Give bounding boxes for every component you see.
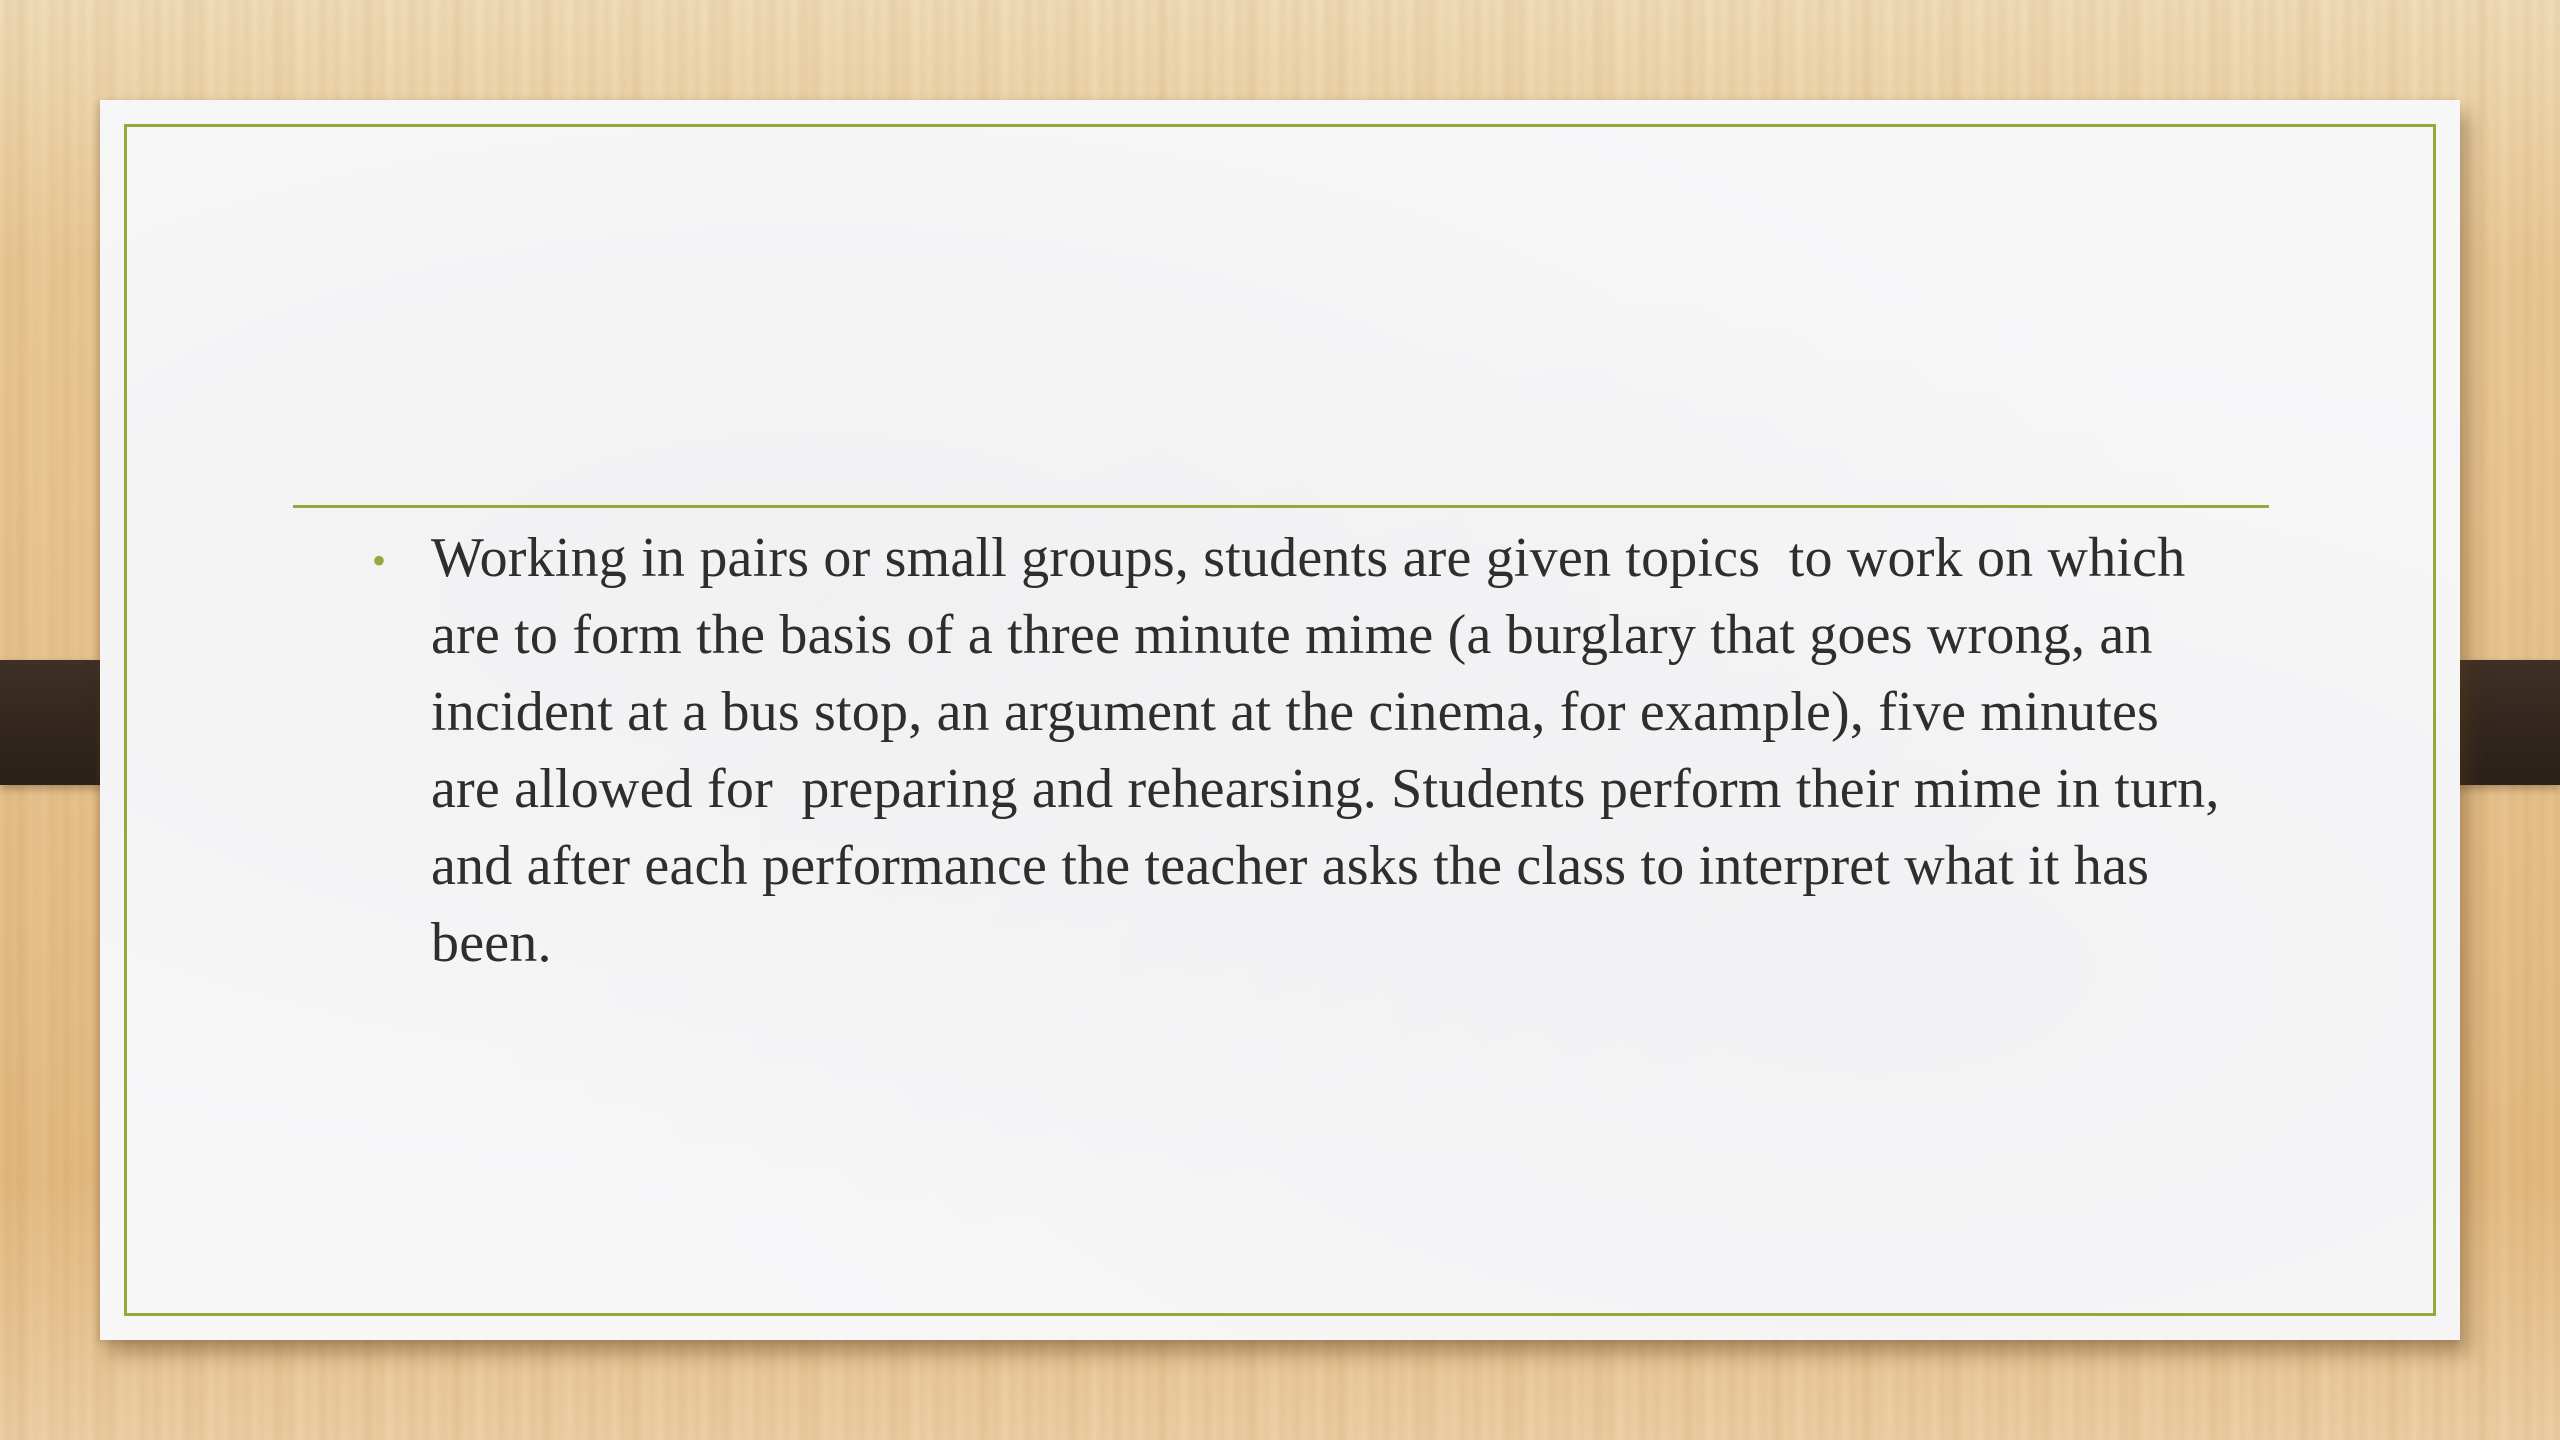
title-divider-line: [293, 505, 2269, 508]
slide-paper: [100, 100, 2460, 1340]
bullet-list: [365, 520, 2234, 982]
slide-content: [365, 520, 2234, 982]
bullet-item: [365, 520, 2234, 982]
bullet-text: Working in pairs or small groups, students are given topics to work on which are to form the basis of a three minute mime (a burglary that goes wrong, an incident at a bus stop, an argument at the cinema, for example), five minutes are allowed for preparing and rehearsing. Students perform their mime in turn, and after each performance the teacher asks the class to interpret what it has been.: [431, 527, 2234, 974]
bullet-dot-icon: •: [372, 538, 387, 583]
